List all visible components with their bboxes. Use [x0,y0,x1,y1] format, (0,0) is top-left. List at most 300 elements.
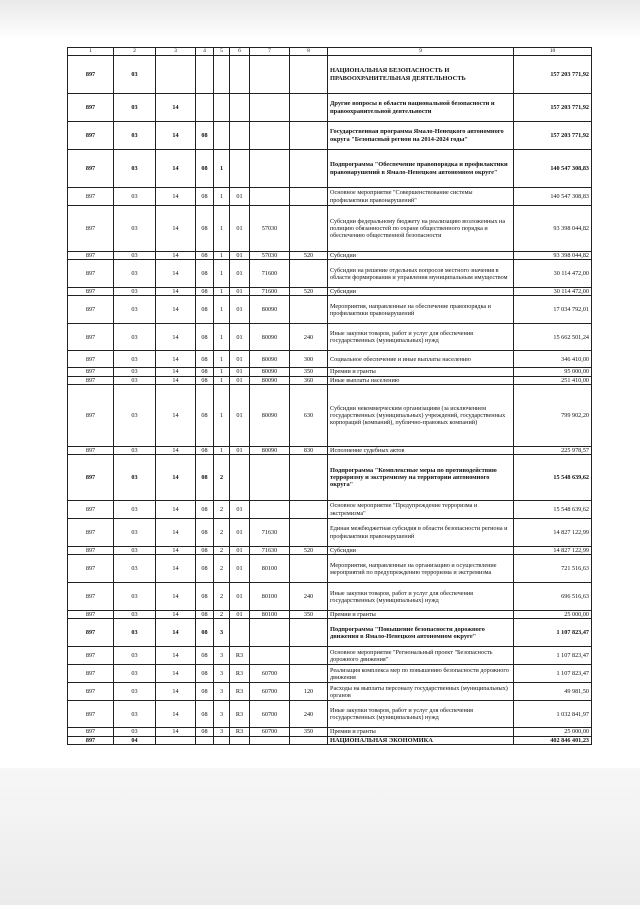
admin-code-cell: 897 [68,736,114,744]
section-cell: 03 [114,728,156,736]
expense-type-cell [290,296,328,324]
expense-type-cell: 240 [290,583,328,611]
program-cell: 08 [196,252,214,260]
expense-type-cell: 520 [290,547,328,555]
direction-cell [250,122,290,150]
subsection-cell: 14 [156,206,196,252]
subprogram-cell: 3 [214,665,230,683]
section-cell: 04 [114,736,156,744]
direction-cell [250,150,290,188]
subprogram-cell: 1 [214,384,230,446]
expense-type-cell: 520 [290,288,328,296]
subsection-cell: 14 [156,519,196,547]
subsection-cell: 14 [156,647,196,665]
description-cell: Основное мероприятие "Предупреждение терроризма и экстремизма" [328,501,514,519]
description-cell: Подпрограмма "Повышение безопасности дорожного движения в Ямало-Ненецком автономном округе" [328,619,514,647]
section-cell: 03 [114,150,156,188]
section-cell: 03 [114,583,156,611]
program-cell: 08 [196,288,214,296]
description-cell: Премии и гранты [328,368,514,376]
section-cell: 03 [114,555,156,583]
admin-code-cell: 897 [68,188,114,206]
direction-cell: 57030 [250,252,290,260]
admin-code-cell: 897 [68,384,114,446]
table-row [68,683,592,701]
table-row [68,351,592,368]
subprogram-cell [214,122,230,150]
description-cell: Субсидии [328,547,514,555]
direction-cell: 60700 [250,701,290,728]
program-cell: 08 [196,665,214,683]
table-row [68,188,592,206]
description-cell: Реализация комплекса мер по повышению безопасности дорожного движения [328,665,514,683]
section-cell: 03 [114,701,156,728]
subprogram-cell: 1 [214,260,230,288]
amount-cell: 799 902,20 [514,384,592,446]
table-row [68,611,592,619]
table-row [68,252,592,260]
direction-cell: 80090 [250,296,290,324]
subprogram-cell: 2 [214,583,230,611]
description-cell: Расходы на выплаты персоналу государственных (муниципальных) органов [328,683,514,701]
amount-cell: 721 516,63 [514,555,592,583]
table-row [68,519,592,547]
activity-cell: R3 [230,728,250,736]
section-cell: 03 [114,122,156,150]
direction-cell: 71600 [250,288,290,296]
expense-type-cell [290,188,328,206]
subsection-cell: 14 [156,446,196,454]
expense-type-cell: 350 [290,611,328,619]
program-cell: 08 [196,519,214,547]
program-cell: 08 [196,611,214,619]
subprogram-cell: 3 [214,701,230,728]
admin-code-cell: 897 [68,94,114,122]
amount-cell: 15 548 639,62 [514,455,592,501]
admin-code-cell: 897 [68,619,114,647]
direction-cell: 80090 [250,376,290,384]
activity-cell [230,56,250,94]
subprogram-cell: 1 [214,288,230,296]
amount-cell: 157 203 771,92 [514,94,592,122]
admin-code-cell: 897 [68,252,114,260]
expense-type-cell: 300 [290,351,328,368]
program-cell: 08 [196,376,214,384]
table-row [68,583,592,611]
program-cell: 08 [196,150,214,188]
admin-code-cell: 897 [68,701,114,728]
amount-cell: 14 827 122,99 [514,547,592,555]
table-row [68,94,592,122]
admin-code-cell: 897 [68,683,114,701]
program-cell: 08 [196,555,214,583]
table-header-row [68,48,592,56]
subprogram-cell [214,56,230,94]
amount-cell: 251 410,00 [514,376,592,384]
admin-code-cell: 897 [68,611,114,619]
program-cell: 08 [196,260,214,288]
admin-code-cell: 897 [68,455,114,501]
description-cell: Премии и гранты [328,611,514,619]
direction-cell [250,455,290,501]
expense-type-cell [290,665,328,683]
section-cell: 03 [114,351,156,368]
program-cell: 08 [196,324,214,351]
direction-cell: 71600 [250,260,290,288]
admin-code-cell: 897 [68,324,114,351]
amount-cell: 225 978,57 [514,446,592,454]
table-row [68,288,592,296]
description-cell: Единая межбюджетная субсидия в области безопасности региона и профилактики правонарушений [328,519,514,547]
column-number-10: 10 [514,48,592,56]
expense-type-cell: 240 [290,324,328,351]
activity-cell [230,122,250,150]
section-cell: 03 [114,94,156,122]
subsection-cell: 14 [156,288,196,296]
expense-type-cell [290,260,328,288]
direction-cell: 60700 [250,665,290,683]
section-cell: 03 [114,519,156,547]
subprogram-cell: 2 [214,555,230,583]
table-row [68,736,592,744]
activity-cell [230,736,250,744]
column-number-7: 7 [250,48,290,56]
amount-cell: 157 203 771,92 [514,122,592,150]
amount-cell: 30 114 472,00 [514,288,592,296]
expense-type-cell [290,619,328,647]
subsection-cell: 14 [156,188,196,206]
amount-cell: 140 547 308,83 [514,150,592,188]
admin-code-cell: 897 [68,555,114,583]
admin-code-cell: 897 [68,368,114,376]
table-row [68,501,592,519]
program-cell [196,56,214,94]
subprogram-cell: 3 [214,683,230,701]
subsection-cell: 14 [156,296,196,324]
admin-code-cell: 897 [68,583,114,611]
subprogram-cell: 1 [214,376,230,384]
direction-cell: 80090 [250,368,290,376]
activity-cell: R3 [230,683,250,701]
section-cell: 03 [114,647,156,665]
amount-cell: 25 000,00 [514,611,592,619]
activity-cell: 01 [230,252,250,260]
table-row [68,728,592,736]
subsection-cell: 14 [156,455,196,501]
activity-cell: 01 [230,501,250,519]
activity-cell [230,150,250,188]
section-cell: 03 [114,188,156,206]
table-row [68,619,592,647]
admin-code-cell: 897 [68,519,114,547]
amount-cell: 346 410,00 [514,351,592,368]
program-cell: 08 [196,501,214,519]
activity-cell: 01 [230,519,250,547]
expense-type-cell: 350 [290,368,328,376]
table-row [68,296,592,324]
table-row [68,368,592,376]
subprogram-cell [214,94,230,122]
description-cell: Исполнение судебных актов [328,446,514,454]
admin-code-cell: 897 [68,647,114,665]
expense-type-cell [290,647,328,665]
description-cell: Другие вопросы в области национальной безопасности и правоохранительной деятельности [328,94,514,122]
description-cell: Мероприятия, направленные на обеспечение правопорядка и профилактики правонарушений [328,296,514,324]
budget-table [67,47,592,745]
expense-type-cell [290,455,328,501]
direction-cell: 60700 [250,683,290,701]
description-cell: Субсидии [328,252,514,260]
section-cell: 03 [114,683,156,701]
description-cell: НАЦИОНАЛЬНАЯ БЕЗОПАСНОСТЬ И ПРАВООХРАНИТЕЛЬНАЯ ДЕЯТЕЛЬНОСТЬ [328,56,514,94]
activity-cell: 01 [230,206,250,252]
subsection-cell: 14 [156,260,196,288]
amount-cell: 30 114 472,00 [514,260,592,288]
description-cell: Иные закупки товаров, работ и услуг для обеспечения государственных (муниципальных) нужд [328,583,514,611]
amount-cell: 95 000,00 [514,368,592,376]
admin-code-cell: 897 [68,547,114,555]
admin-code-cell: 897 [68,288,114,296]
activity-cell: 01 [230,324,250,351]
description-cell: Подпрограмма "Комплексные меры по противодействию терроризму и экстремизму на территории автономного округа" [328,455,514,501]
subprogram-cell: 3 [214,728,230,736]
subprogram-cell: 1 [214,296,230,324]
scan-shadow-bottom [0,768,640,905]
admin-code-cell: 897 [68,296,114,324]
description-cell: Иные выплаты населению [328,376,514,384]
activity-cell: 01 [230,368,250,376]
amount-cell: 17 034 792,01 [514,296,592,324]
description-cell: Государственная программа Ямало-Ненецкого автономного округа "Безопасный регион на 2014-2024 годы" [328,122,514,150]
direction-cell: 80090 [250,351,290,368]
description-cell: Иные закупки товаров, работ и услуг для обеспечения государственных (муниципальных) нужд [328,324,514,351]
program-cell: 08 [196,455,214,501]
table-row [68,376,592,384]
subsection-cell: 14 [156,150,196,188]
admin-code-cell: 897 [68,260,114,288]
subsection-cell: 14 [156,94,196,122]
direction-cell [250,619,290,647]
subsection-cell: 14 [156,665,196,683]
amount-cell: 15 662 501,24 [514,324,592,351]
subsection-cell: 14 [156,683,196,701]
amount-cell: 49 981,50 [514,683,592,701]
table-row [68,665,592,683]
table-row [68,455,592,501]
expense-type-cell [290,555,328,583]
admin-code-cell: 897 [68,351,114,368]
subprogram-cell: 2 [214,519,230,547]
admin-code-cell: 897 [68,56,114,94]
description-cell: Субсидии федеральному бюджету на реализацию возложенных на полицию обязанностей по охране общественного порядка и обеспечению общественной безопасности [328,206,514,252]
section-cell: 03 [114,501,156,519]
direction-cell: 80100 [250,555,290,583]
program-cell: 08 [196,368,214,376]
subprogram-cell: 1 [214,351,230,368]
column-number-9: 9 [328,48,514,56]
amount-cell: 93 398 044,82 [514,206,592,252]
subprogram-cell: 1 [214,252,230,260]
activity-cell: 01 [230,555,250,583]
amount-cell: 1 032 841,97 [514,701,592,728]
description-cell: НАЦИОНАЛЬНАЯ ЭКОНОМИКА [328,736,514,744]
expense-type-cell: 520 [290,252,328,260]
section-cell: 03 [114,619,156,647]
section-cell: 03 [114,611,156,619]
admin-code-cell: 897 [68,501,114,519]
admin-code-cell: 897 [68,206,114,252]
section-cell: 03 [114,446,156,454]
table-row [68,260,592,288]
program-cell: 08 [196,351,214,368]
expense-type-cell [290,519,328,547]
amount-cell: 696 516,63 [514,583,592,611]
table-row [68,647,592,665]
activity-cell [230,94,250,122]
subsection-cell: 14 [156,351,196,368]
subsection-cell: 14 [156,324,196,351]
subsection-cell: 14 [156,555,196,583]
subprogram-cell: 1 [214,150,230,188]
subsection-cell: 14 [156,384,196,446]
expense-type-cell: 240 [290,701,328,728]
subprogram-cell: 1 [214,446,230,454]
section-cell: 03 [114,296,156,324]
amount-cell: 25 000,00 [514,728,592,736]
table-row [68,56,592,94]
activity-cell: 01 [230,583,250,611]
subsection-cell [156,736,196,744]
amount-cell: 1 107 823,47 [514,619,592,647]
admin-code-cell: 897 [68,122,114,150]
description-cell: Иные закупки товаров, работ и услуг для обеспечения государственных (муниципальных) нужд [328,701,514,728]
program-cell: 08 [196,683,214,701]
direction-cell: 71630 [250,547,290,555]
subsection-cell: 14 [156,611,196,619]
subprogram-cell: 3 [214,647,230,665]
subsection-cell: 14 [156,583,196,611]
section-cell: 03 [114,324,156,351]
direction-cell: 60700 [250,728,290,736]
activity-cell [230,455,250,501]
activity-cell: 01 [230,376,250,384]
activity-cell: R3 [230,701,250,728]
activity-cell: 01 [230,384,250,446]
expense-type-cell: 120 [290,683,328,701]
expense-type-cell: 360 [290,376,328,384]
activity-cell: 01 [230,446,250,454]
section-cell: 03 [114,376,156,384]
program-cell: 08 [196,206,214,252]
admin-code-cell: 897 [68,728,114,736]
table-row [68,122,592,150]
subprogram-cell: 2 [214,611,230,619]
admin-code-cell: 897 [68,446,114,454]
direction-cell: 80090 [250,384,290,446]
expense-type-cell [290,56,328,94]
budget-table-container [67,47,591,745]
subsection-cell: 14 [156,368,196,376]
subsection-cell [156,56,196,94]
table-row [68,384,592,446]
program-cell: 08 [196,296,214,324]
description-cell: Основное мероприятие "Региональный проект "Безопасность дорожного движения" [328,647,514,665]
amount-cell: 1 107 823,47 [514,647,592,665]
program-cell: 08 [196,583,214,611]
description-cell: Премии и гранты [328,728,514,736]
subsection-cell: 14 [156,701,196,728]
amount-cell: 1 107 823,47 [514,665,592,683]
subsection-cell: 14 [156,252,196,260]
expense-type-cell [290,94,328,122]
section-cell: 03 [114,665,156,683]
description-cell: Мероприятия, направленные на организацию и осуществление мероприятий по предупреждению терроризма и экстремизма [328,555,514,583]
amount-cell: 93 398 044,82 [514,252,592,260]
expense-type-cell [290,206,328,252]
section-cell: 03 [114,288,156,296]
program-cell: 08 [196,446,214,454]
subprogram-cell: 1 [214,324,230,351]
activity-cell: 01 [230,611,250,619]
section-cell: 03 [114,56,156,94]
direction-cell [250,647,290,665]
expense-type-cell: 350 [290,728,328,736]
admin-code-cell: 897 [68,665,114,683]
subsection-cell: 14 [156,376,196,384]
activity-cell: R3 [230,647,250,665]
admin-code-cell: 897 [68,376,114,384]
table-row [68,150,592,188]
column-number-6: 6 [230,48,250,56]
direction-cell: 57030 [250,206,290,252]
description-cell: Основное мероприятие "Совершенствование системы профилактики правонарушений" [328,188,514,206]
activity-cell: R3 [230,665,250,683]
expense-type-cell [290,122,328,150]
subprogram-cell [214,736,230,744]
program-cell: 08 [196,728,214,736]
program-cell: 08 [196,188,214,206]
activity-cell: 01 [230,260,250,288]
subsection-cell: 14 [156,619,196,647]
expense-type-cell: 830 [290,446,328,454]
amount-cell: 15 548 639,62 [514,501,592,519]
subprogram-cell: 1 [214,188,230,206]
column-number-2: 2 [114,48,156,56]
amount-cell: 157 203 771,92 [514,56,592,94]
table-row [68,324,592,351]
column-number-4: 4 [196,48,214,56]
table-row [68,446,592,454]
direction-cell: 80100 [250,583,290,611]
section-cell: 03 [114,384,156,446]
expense-type-cell [290,150,328,188]
description-cell: Субсидии некоммерческим организациям (за исключением государственных (муниципальных) учреждений, государственных корпораций (компаний), публично-правовых компаний) [328,384,514,446]
direction-cell [250,94,290,122]
description-cell: Субсидии [328,288,514,296]
section-cell: 03 [114,260,156,288]
admin-code-cell: 897 [68,150,114,188]
amount-cell: 14 827 122,99 [514,519,592,547]
table-row [68,547,592,555]
subsection-cell: 14 [156,501,196,519]
direction-cell [250,56,290,94]
program-cell [196,736,214,744]
program-cell: 08 [196,619,214,647]
program-cell: 08 [196,547,214,555]
program-cell: 08 [196,647,214,665]
activity-cell: 01 [230,351,250,368]
table-row [68,555,592,583]
